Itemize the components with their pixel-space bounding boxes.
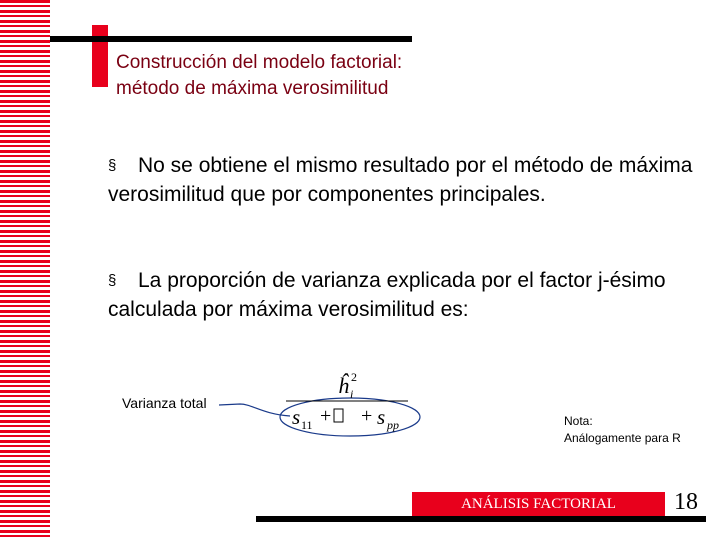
note-line-1: Nota:: [564, 414, 593, 428]
note: [564, 413, 681, 447]
ellipsis-placeholder-box: [334, 409, 343, 422]
bullet-marker: §: [108, 157, 117, 174]
bullet-text: No se obtiene el mismo resultado por el método de máxima verosimilitud que por componentes principales.: [108, 154, 693, 206]
denominator-s-first: s: [292, 405, 301, 429]
numerator-subscript: i: [350, 387, 354, 401]
numerator-superscript: 2: [351, 370, 357, 384]
plus-sign-last: +: [361, 405, 373, 427]
denominator-sub-first: 11: [301, 418, 313, 432]
footer-rule: [256, 516, 706, 522]
slide-title-line-2: método de máxima verosimilitud: [116, 78, 389, 99]
slide-title-line-1: Construcción del modelo factorial:: [116, 52, 403, 73]
variance-formula: [276, 366, 436, 438]
plus-sign-first: +: [320, 405, 332, 427]
page-number: 18: [674, 489, 698, 515]
numerator-h: ĥ: [338, 373, 349, 398]
bullet-text: La proporción de varianza explicada por el factor j-ésimo calculada por máxima verosimilitud es:: [108, 269, 666, 321]
footer-label: ANÁLISIS FACTORIAL: [461, 496, 616, 512]
bullet-marker: §: [108, 272, 117, 289]
callout-label: Varianza total: [122, 395, 207, 411]
denominator-s-last: s: [377, 405, 386, 429]
note-line-2: Análogamente para R: [564, 431, 681, 445]
denominator-sub-last: pp: [387, 418, 399, 432]
